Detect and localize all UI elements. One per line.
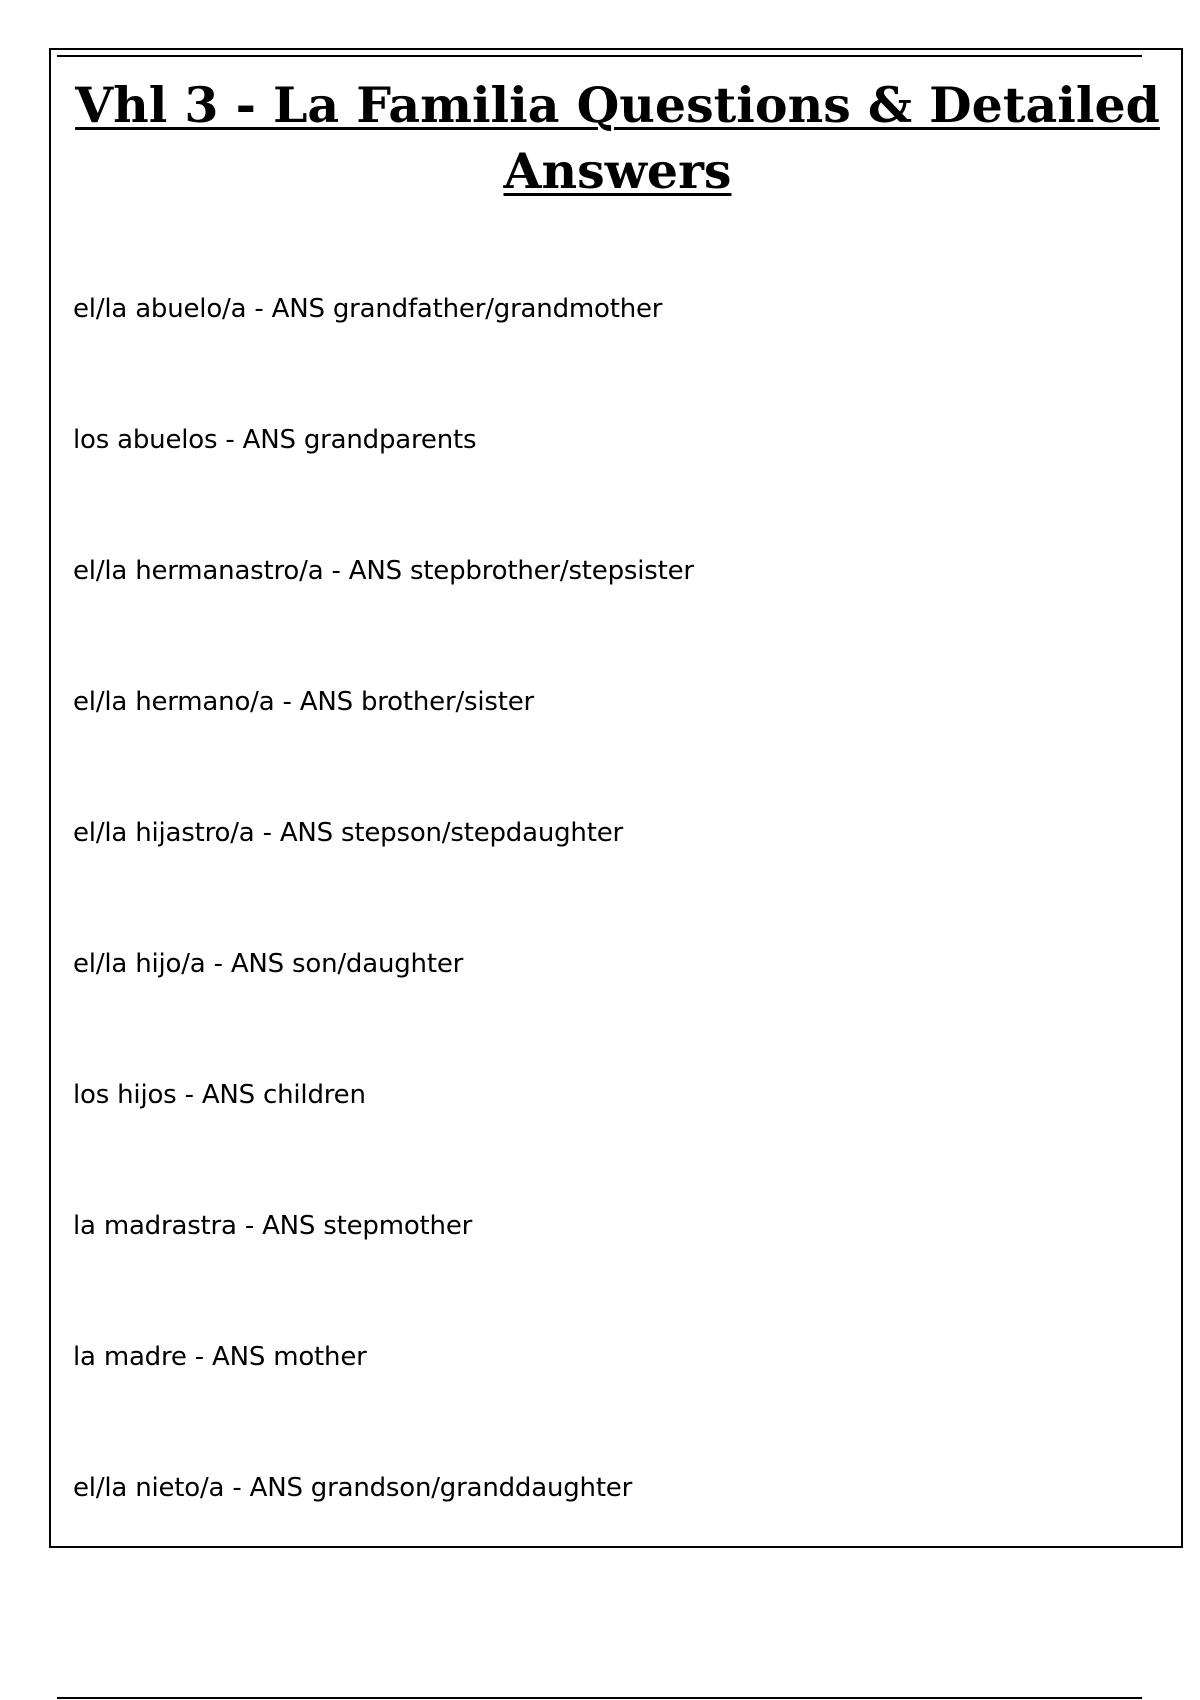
footer-rule: [57, 1697, 1142, 1699]
qa-entry: el/la hermanastro/a - ANS stepbrother/stepsister: [73, 556, 694, 586]
qa-entry: la madrastra - ANS stepmother: [73, 1211, 473, 1241]
document-title: Vhl 3 - La Familia Questions & Detailed Answers: [75, 76, 1160, 200]
qa-entry: el/la abuelo/a - ANS grandfather/grandmother: [73, 294, 663, 324]
qa-list: [73, 292, 694, 1602]
qa-entry: el/la hijo/a - ANS son/daughter: [73, 949, 464, 979]
qa-entry: la madre - ANS mother: [73, 1342, 367, 1372]
qa-entry: los abuelos - ANS grandparents: [73, 425, 477, 455]
qa-entry: el/la nieto/a - ANS grandson/granddaughter: [73, 1473, 633, 1503]
qa-entry: los hijos - ANS children: [73, 1080, 366, 1110]
qa-entry: el/la hermano/a - ANS brother/sister: [73, 687, 535, 717]
header-rule: [57, 55, 1142, 57]
qa-entry: el/la hijastro/a - ANS stepson/stepdaughter: [73, 818, 623, 848]
